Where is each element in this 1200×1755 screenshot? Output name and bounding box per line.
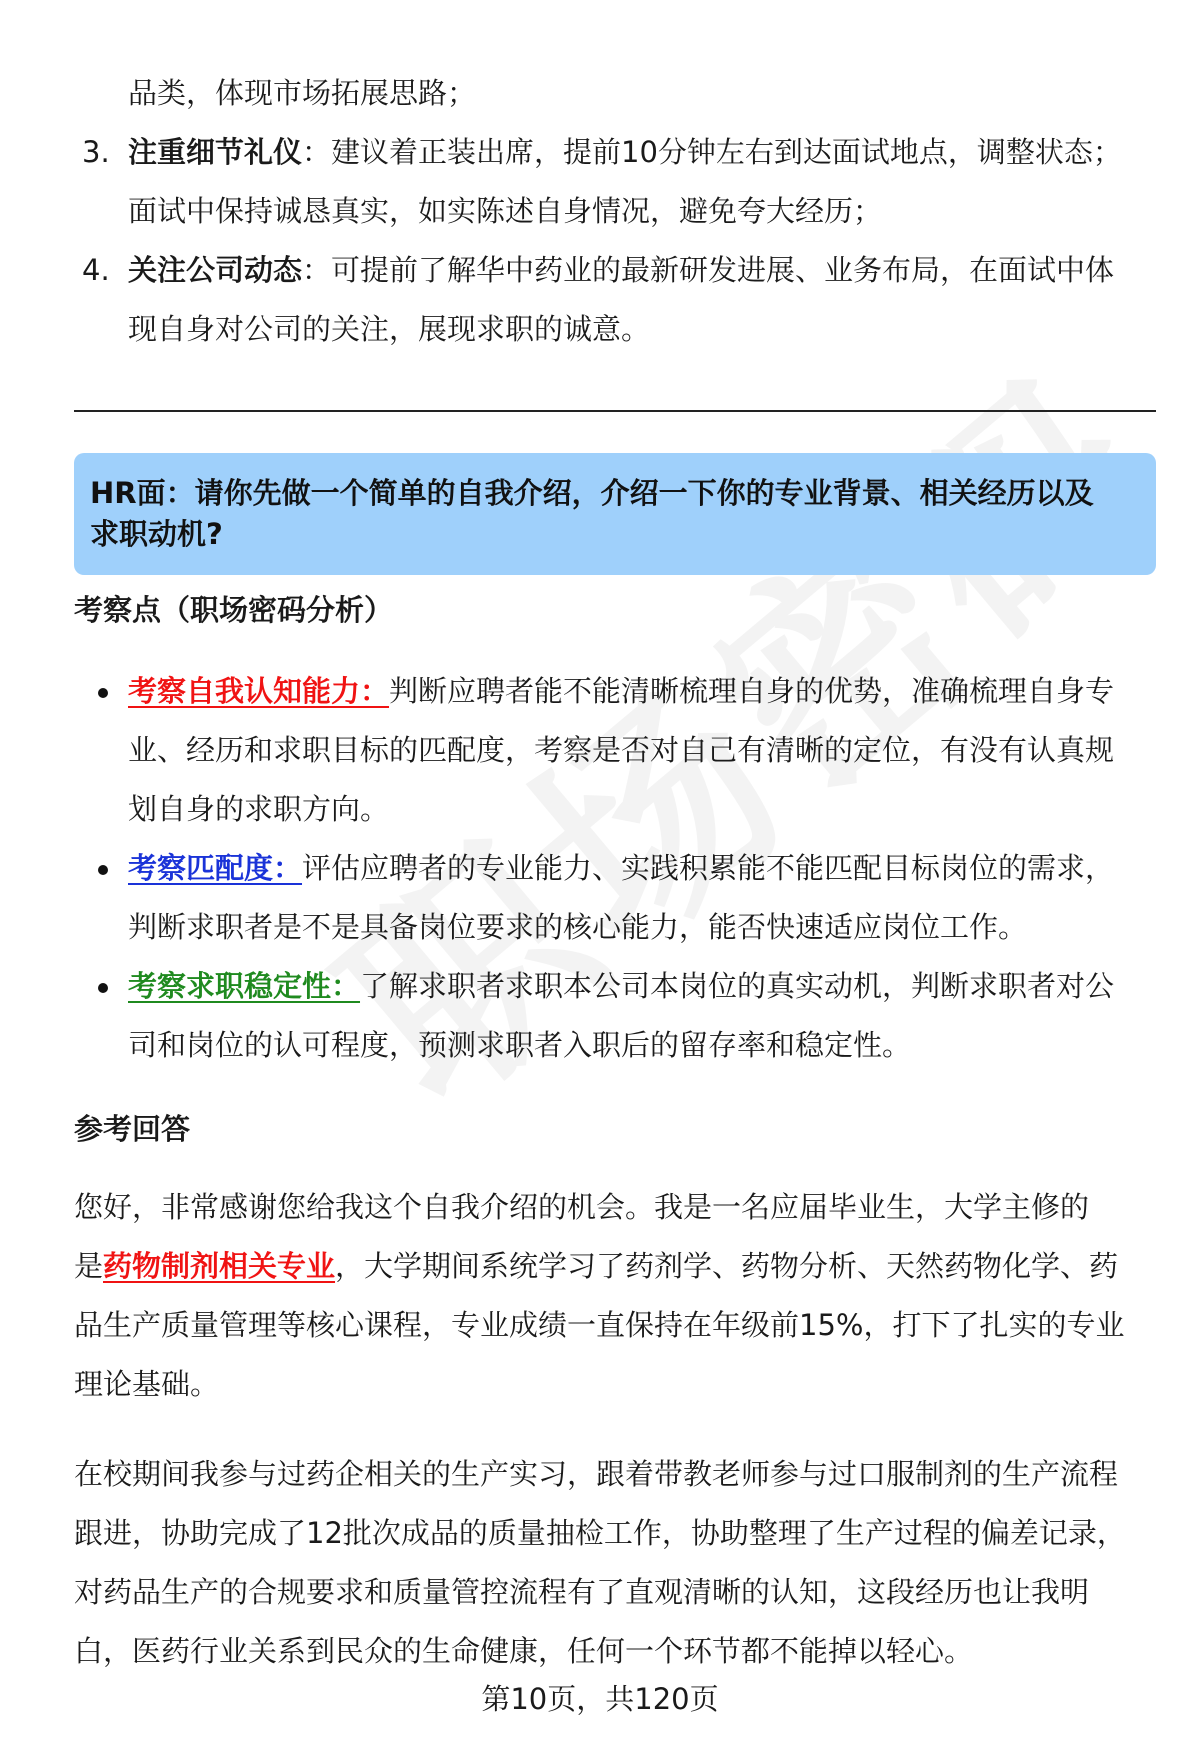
list-item-text: 面试中保持诚恳真实，如实陈述自身情况，避免夸大经历；: [128, 194, 883, 228]
analysis-label: 考察自我认知能力：: [128, 674, 390, 708]
list-item-4: [74, 241, 1156, 359]
list-item-text: ：可提前了解华中药业的最新研发进展、业务布局，在面试中体: [302, 253, 1115, 287]
analysis-item-stability: [74, 957, 1156, 1075]
paragraph-line: 在校期间我参与过药企相关的生产实习，跟着带教老师参与过口服制剂的生产流程: [74, 1457, 1119, 1491]
list-number: 4.: [82, 253, 110, 287]
analysis-label: 考察求职稳定性：: [128, 969, 361, 1003]
paragraph-line: 理论基础。: [74, 1367, 220, 1401]
answer-paragraph-1: [74, 1178, 1156, 1414]
analysis-list: [74, 662, 1156, 1075]
answer-heading: 参考回答: [74, 1112, 191, 1146]
page-number: 第10页，共120页: [481, 1682, 719, 1716]
paragraph-line: 是: [74, 1249, 104, 1283]
bullet-icon: [98, 865, 108, 875]
list-item-title: 关注公司动态: [128, 253, 303, 287]
analysis-item-self-awareness: [74, 662, 1156, 839]
list-number: 3.: [82, 135, 110, 169]
answer-paragraph-2: [74, 1445, 1156, 1681]
analysis-label: 考察匹配度：: [128, 851, 303, 885]
paragraph-line: 对药品生产的合规要求和质量管控流程有了直观清晰的认知，这段经历也让我明: [74, 1575, 1090, 1609]
paragraph-line: ，大学期间系统学习了药剂学、药物分析、天然药物化学、药: [335, 1249, 1119, 1283]
list-item-title: 注重细节礼仪: [128, 135, 303, 169]
analysis-text: 业、经历和求职目标的匹配度，考察是否对自己有清晰的定位，有没有认真规: [128, 733, 1115, 767]
analysis-text: 划自身的求职方向。: [128, 792, 390, 826]
analysis-text: 判断求职者是不是具备岗位要求的核心能力，能否快速适应岗位工作。: [128, 910, 1028, 944]
question-text: HR面：请你先做一个简单的自我介绍，介绍一下你的专业背景、相关经历以及: [90, 476, 1094, 510]
question-box: [74, 453, 1156, 575]
question-text: 求职动机?: [90, 517, 223, 551]
major-highlight: 药物制剂相关专业: [103, 1249, 336, 1283]
analysis-item-match: [74, 839, 1156, 957]
analysis-text: 司和岗位的认可程度，预测求职者入职后的留存率和稳定性。: [128, 1028, 912, 1062]
numbered-list: [74, 64, 1156, 359]
list-item-3: [74, 123, 1156, 241]
bullet-icon: [98, 688, 108, 698]
analysis-text: 评估应聘者的专业能力、实践积累能不能匹配目标岗位的需求，: [302, 851, 1115, 885]
section-divider: [74, 410, 1156, 412]
paragraph-line: 白，医药行业关系到民众的生命健康，任何一个环节都不能掉以轻心。: [74, 1634, 974, 1668]
list-item-text: 现自身对公司的关注，展现求职的诚意。: [128, 312, 651, 346]
paragraph-line: 跟进，协助完成了12批次成品的质量抽检工作，协助整理了生产过程的偏差记录，: [74, 1516, 1126, 1550]
list-continuation: 品类，体现市场拓展思路；: [128, 76, 477, 110]
paragraph-line: 品生产质量管理等核心课程，专业成绩一直保持在年级前15%，打下了扎实的专业: [74, 1308, 1125, 1342]
list-item-text: ：建议着正装出席，提前10分钟左右到达面试地点，调整状态；: [302, 135, 1122, 169]
analysis-heading: 考察点（职场密码分析）: [74, 593, 394, 627]
bullet-icon: [98, 983, 108, 993]
analysis-text: 判断应聘者能不能清晰梳理自身的优势，准确梳理自身专: [389, 674, 1115, 708]
paragraph-line: 您好，非常感谢您给我这个自我介绍的机会。我是一名应届毕业生，大学主修的: [74, 1190, 1090, 1224]
analysis-text: 了解求职者求职本公司本岗位的真实动机，判断求职者对公: [360, 969, 1115, 1003]
